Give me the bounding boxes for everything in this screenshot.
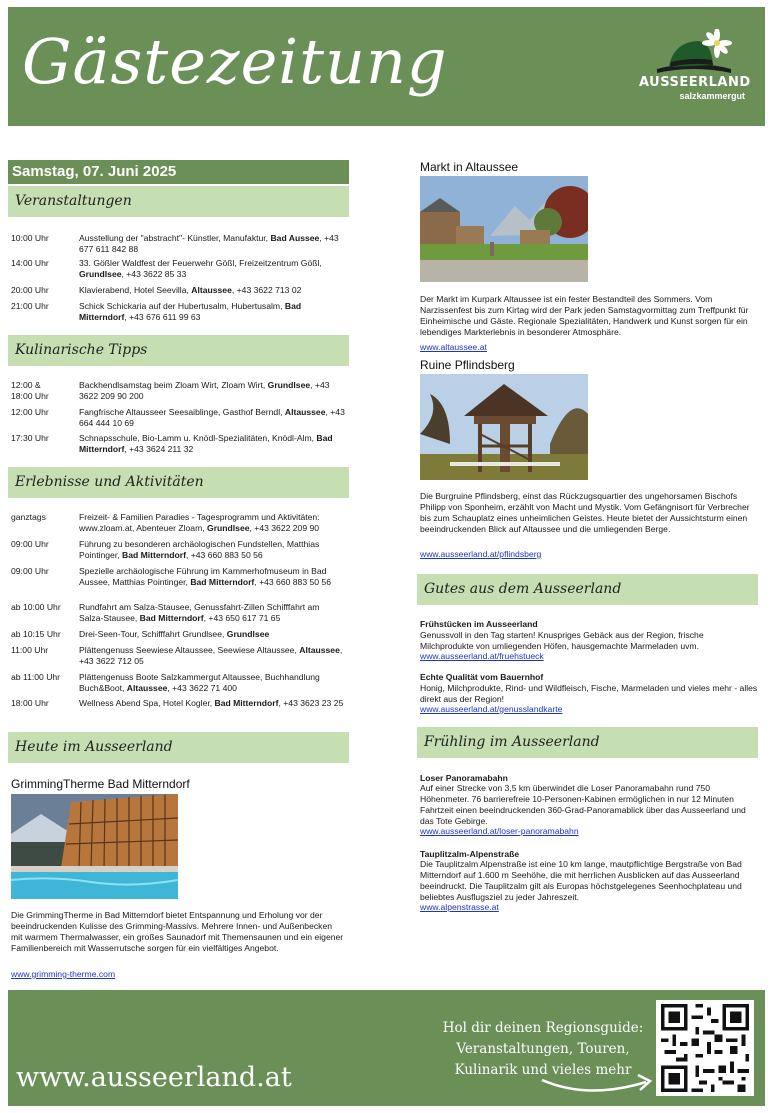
- markt-link[interactable]: www.altaussee.at: [420, 342, 487, 352]
- event-desc: Ausstellung der "abstracht"- Künstler, Manufaktur, Bad Aussee, +43 677 611 842 88: [79, 233, 339, 254]
- therme-text: Die GrimmingTherme in Bad Mitterndorf bietet Entspannung und Erholung vor der beeindruckenden Kulisse des Grimming-Massivs. Mehrere Innen- und Außenbecken mit warmem Thermalwasser, ein großes Saunadorf mit Themensaunen und ein eigener Familienbereich mit Wasserrutsche sorgen für ein vielfältiges Angebot.: [11, 910, 344, 953]
- kulinarische-heading: Kulinarische Tipps: [8, 335, 349, 366]
- event-desc: Backhendlsamstag beim Zloam Wirt, Zloam Wirt, Grundlsee, +43 3622 209 90 200: [79, 380, 330, 401]
- ruine-link[interactable]: www.ausseerland.at/pflindsberg: [420, 549, 542, 559]
- qr-icon: [656, 1000, 754, 1096]
- logo-subtext: salzkammergut: [679, 91, 745, 101]
- event-time: 11:00 Uhr: [11, 645, 49, 655]
- event-desc: Schnapsschule, Bio-Lamm u. Knödl-Spezialitäten, Knödl-Alm, Bad Mitterndorf, +43 3624 211 32: [79, 433, 333, 454]
- event-time: 18:00 Uhr: [11, 698, 49, 708]
- event-time: ganztags: [11, 512, 46, 522]
- date-bar: Samstag, 07. Juni 2025: [8, 160, 349, 184]
- markt-photo: [420, 176, 588, 282]
- tauplitz-link[interactable]: www.alpenstrasse.at: [420, 902, 499, 912]
- tauplitz-text: Die Tauplitzalm Alpenstraße ist eine 10 km lange, mautpflichtige Bergstraße von Bad Mitterndorf auf 1.600 m Seehöhe, die mit herrlichen Ausblicken auf das Ausseerland beeindruckt. Die Tauplitzalm gilt als Europas höchstgelegenes Seenhochplateau und beliebtes Ausflugsziel zu jeder Jahreszeit.: [420, 859, 742, 902]
- ruine-title: Ruine Pflindsberg: [420, 358, 515, 372]
- promo-line: Hol dir deinen Regionsguide:: [442, 1020, 644, 1036]
- hat-icon: [639, 29, 749, 79]
- heute-heading: Heute im Ausseerland: [8, 732, 349, 763]
- erlebnisse-heading: Erlebnisse und Aktivitäten: [8, 467, 349, 498]
- event-time: ab 11:00 Uhr: [11, 672, 61, 682]
- footer-banner: [8, 990, 765, 1106]
- therme-link[interactable]: www.grimming-therme.com: [11, 969, 116, 979]
- veranstaltungen-heading: Veranstaltungen: [8, 186, 349, 217]
- event-time: 14:00 Uhr: [11, 258, 49, 268]
- ausseerland-logo[interactable]: [639, 29, 749, 109]
- event-desc: Wellness Abend Spa, Hotel Kogler, Bad Mitterndorf, +43 3623 23 25: [79, 698, 344, 708]
- event-desc: Plättengenuss Seewiese Altaussee, Seewiese Altaussee, Altaussee, +43 3622 712 05: [79, 645, 343, 666]
- event-desc: Schick Schickaria auf der Hubertusalm, Hubertusalm, Bad Mitterndorf, +43 676 611 99 63: [79, 301, 302, 322]
- markt-title: Markt in Altaussee: [420, 160, 519, 174]
- bauernhof-title: Echte Qualität vom Bauernhof: [420, 672, 544, 682]
- bauernhof-link[interactable]: www.ausseerland.at/genusslandkarte: [420, 704, 563, 714]
- markt-text: Der Markt im Kurpark Altaussee ist ein fester Bestandteil des Sommers. Vom Narzissenfest bis zum Kirtag wird der Park jeden Samstagvormittag zum Treffpunkt für Einheimische und Gäste. Regionale Spezialitäten, Handwerk und Kunst sorgen für ein lebendiges Markterlebnis in besonderer Atmosphäre.: [420, 294, 749, 337]
- qr-code[interactable]: [656, 1000, 754, 1096]
- event-desc: Plättengenuss Boote Salzkammergut Altaussee, Buchhandlung Buch&Boot, Altaussee, +43 3622 71 400: [79, 672, 320, 693]
- event-desc: 33. Gößler Waldfest der Feuerwehr Gößl, Freizeitzentrum Gößl, Grundlsee, +43 3622 85 33: [79, 258, 322, 279]
- event-time: 12:00 & 18:00 Uhr: [11, 380, 49, 401]
- therme-photo: [11, 794, 178, 899]
- fruehstueck-text: Genussvoll in den Tag starten! Knuspriges Gebäck aus der Region, frische Milchprodukte von umliegenden Höfen, hausgemachte Marmeladen uvm.: [420, 630, 704, 651]
- logo-text: AUSSEERLAND: [639, 75, 751, 90]
- event-desc: Drei-Seen-Tour, Schifffahrt Grundlsee, Grundlsee: [79, 629, 270, 639]
- fruehstueck-title: Frühstücken im Ausseerland: [420, 619, 538, 629]
- event-desc: Rundfahrt am Salza-Stausee, Genussfahrt-Zillen Schifffahrt am Salza-Stausee, Bad Mitterndorf, +43 650 617 71 65: [79, 602, 320, 623]
- header-banner: [8, 7, 765, 126]
- therme-title: GrimmingTherme Bad Mitterndorf: [11, 777, 190, 791]
- bauernhof-text: Honig, Milchprodukte, Rind- und Wildfleisch, Fische, Marmeladen und vieles mehr - alles direkt aus der Region!: [420, 683, 758, 704]
- event-desc: Spezielle archäologische Führung im Kammerhofmuseum in Bad Aussee, Matthias Pointinger, Bad Mitterndorf, +43 660 883 50 56: [79, 566, 331, 587]
- event-time: ab 10:15 Uhr: [11, 629, 61, 639]
- event-desc: Fangfrische Altausseer Seesaiblinge, Gasthof Berndl, Altaussee, +43 664 444 10 69: [79, 407, 345, 428]
- event-time: 12:00 Uhr: [11, 407, 49, 417]
- footer-url[interactable]: www.ausseerland.at: [16, 1062, 292, 1093]
- fruehling-heading: Frühling im Ausseerland: [417, 727, 758, 758]
- event-desc: Führung zu besonderen archäologischen Fundstellen, Matthias Pointinger, Bad Mitterndorf, +43 660 883 50 56: [79, 539, 320, 560]
- page-title: Gästezeitung: [22, 25, 448, 98]
- event-desc: Klavierabend, Hotel Seevilla, Altaussee, +43 3622 713 02: [79, 285, 302, 295]
- event-time: 21:00 Uhr: [11, 301, 49, 311]
- promo-line: Kulinarik und vieles mehr: [454, 1062, 632, 1078]
- ruine-text: Die Burgruine Pflindsberg, einst das Rückzugsquartier des ungehorsamen Bischofs Philipp von Sponheim, erzählt von Macht und Mystik. Vom Gefängnisort für Verbrecher bis zum Schauplatz eines unheimlichen Geistes. Heute bietet der Aussichtsturm einen beeindruckenden Blick auf Altaussee und die umliegenden Berge.: [420, 491, 750, 534]
- event-desc: Freizeit- & Familien Paradies - Tagesprogramm und Aktivitäten: www.zloam.at, Abenteuer Zloam, Grundlsee, +43 3622 209 90: [79, 512, 320, 533]
- tauplitz-title: Tauplitzalm-Alpenstraße: [420, 849, 520, 859]
- loser-text: Auf einer Strecke von 3,5 km überwindet die Loser Panoramabahn rund 750 Höhenmeter. 76 barrierefreie 10-Personen-Kabinen ermöglichen in nur 12 Minuten Fahrtzeit einen beeindruckenden 360-Grad-Panoramablick über das Ausseerland und das Tote Gebirge.: [420, 783, 746, 826]
- arrow-icon: [538, 1066, 658, 1096]
- event-time: 20:00 Uhr: [11, 285, 49, 295]
- event-time: 17:30 Uhr: [11, 433, 49, 443]
- loser-link[interactable]: www.ausseerland.at/loser-panoramabahn: [420, 826, 579, 836]
- event-time: ab 10:00 Uhr: [11, 602, 61, 612]
- gutes-heading: Gutes aus dem Ausseerland: [417, 574, 758, 605]
- ruine-photo: [420, 374, 588, 480]
- event-time: 09:00 Uhr: [11, 539, 49, 549]
- fruehstueck-link[interactable]: www.ausseerland.at/fruehstueck: [420, 651, 544, 661]
- loser-title: Loser Panoramabahn: [420, 773, 508, 783]
- promo-line: Veranstaltungen, Touren,: [456, 1041, 630, 1057]
- event-time: 09:00 Uhr: [11, 566, 49, 576]
- event-time: 10:00 Uhr: [11, 233, 49, 243]
